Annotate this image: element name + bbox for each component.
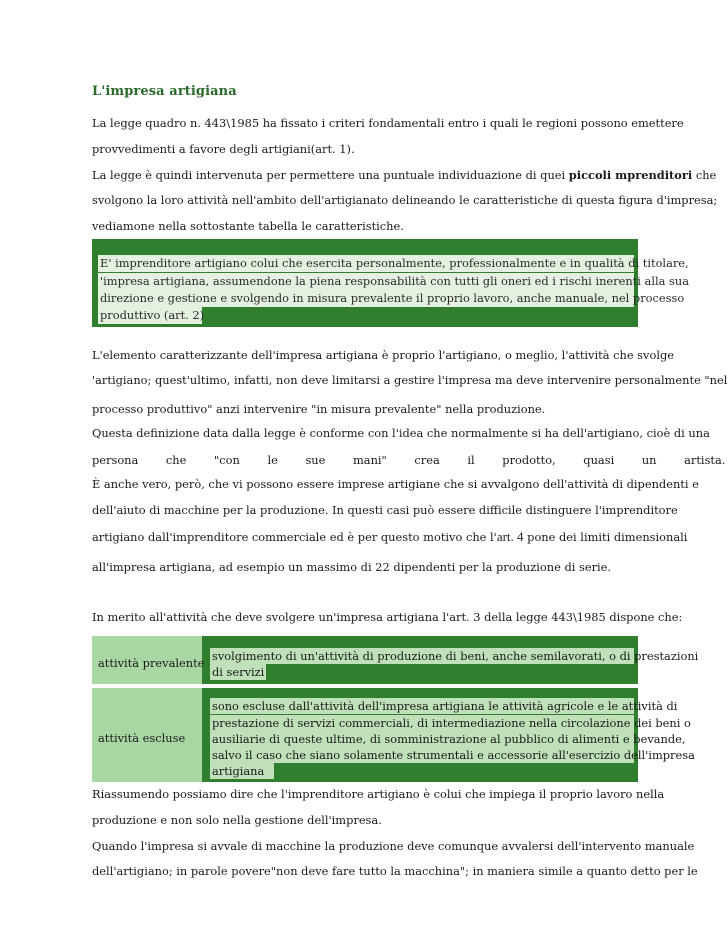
table-row-escluse bbox=[92, 688, 695, 782]
para5-line1: È anche vero, però, che vi possono essere imprese artigiane che si avvalgono dell'attività di dipendenti e bbox=[92, 477, 699, 491]
table-cell-line: ausiliarie di queste ultime, di somministrazione al pubblico di alimenti e bevande, bbox=[212, 732, 686, 746]
para3-line2: 'artigiano; quest'ultimo, infatti, non deve limitarsi a gestire l'impresa ma deve intervenire personalmente "nel bbox=[92, 373, 728, 387]
para5-line2: dell'aiuto di macchine per la produzione. In questi casi può essere difficile distinguere l'imprenditore bbox=[92, 503, 678, 517]
document-title: L'impresa artigiana bbox=[92, 84, 237, 99]
para5-line4: all'impresa artigiana, ad esempio un massimo di 22 dipendenti per la produzione di serie. bbox=[92, 560, 612, 574]
para5-line3 bbox=[92, 529, 688, 544]
definition-line: E' imprenditore artigiano colui che esercita personalmente, professionalmente e in qualità di titolare, bbox=[100, 256, 689, 270]
table-cell-line: prestazione di servizi commerciali, di intermediazione nella circolazione dei beni o bbox=[212, 716, 691, 730]
para7-line2: produzione e non solo nella gestione dell'impresa. bbox=[92, 813, 382, 827]
para3-line1: L'elemento caratterizzante dell'impresa artigiana è proprio l'artigiano, o meglio, l'attività che svolge bbox=[92, 348, 674, 362]
table-cell-line: svolgimento di un'attività di produzione di beni, anche semilavorati, o di prestazioni bbox=[212, 649, 699, 663]
definition-line: 'impresa artigiana, assumendone la piena responsabilità con tutti gli oneri ed i rischi inerenti alla sua bbox=[100, 274, 689, 288]
table-cell-line: sono escluse dall'attività dell'impresa artigiana le attività agricole e le attività di bbox=[212, 699, 678, 713]
para6-line: In merito all'attività che deve svolgere un'impresa artigiana l'art. 3 della legge 443\1985 dispone che: bbox=[92, 610, 683, 624]
para2-line2: svolgono la loro attività nell'ambito dell'artigianato delineando le caratteristiche di questa figura d'impresa; bbox=[92, 193, 718, 207]
para5-line3-end: pone dei limiti dimensionali bbox=[523, 530, 688, 544]
table-cell-line: di servizi bbox=[212, 665, 265, 679]
table-cell-line: artigiana bbox=[210, 763, 274, 779]
para2-line1-text: La legge è quindi intervenuta per permettere una puntuale individuazione di quei bbox=[92, 168, 569, 182]
para1-line2: provvedimenti a favore degli artigiani(art. 1). bbox=[92, 142, 355, 156]
para7-line1: Riassumendo possiamo dire che l'imprenditore artigiano è colui che impiega il proprio lavoro nella bbox=[92, 787, 665, 801]
para4-line2: persona che "con le sue mani" crea il prodotto, quasi un artista. bbox=[92, 453, 726, 467]
table-content-cell bbox=[206, 636, 699, 684]
table-header-cell bbox=[92, 636, 205, 684]
table-cell-line: salvo il caso che siano solamente strumentali e accessorie all'esercizio dell'impresa bbox=[212, 748, 695, 762]
art4-reference: art. 4 bbox=[496, 529, 524, 544]
para2-line3: vediamone nella sottostante tabella le caratteristiche. bbox=[92, 219, 404, 233]
para2-line1-end: che bbox=[692, 168, 717, 182]
definition-box bbox=[92, 239, 689, 327]
table-header-cell bbox=[92, 688, 202, 782]
para3-line3: processo produttivo" anzi intervenire "in misura prevalente" nella produzione. bbox=[92, 402, 546, 416]
table-row-prevalente bbox=[92, 636, 699, 684]
para2-line1 bbox=[92, 168, 717, 182]
bold-term: piccoli mprenditori bbox=[568, 168, 693, 182]
table-content-cell bbox=[206, 688, 695, 782]
para4-line1: Questa definizione data dalla legge è conforme con l'idea che normalmente si ha dell'artigiano, cioè di una bbox=[92, 426, 710, 440]
para8-line1: Quando l'impresa si avvale di macchine la produzione deve comunque avvalersi dell'intervento manuale bbox=[92, 839, 695, 853]
definition-line: produttivo (art. 2) bbox=[100, 308, 205, 322]
para8-line2: dell'artigiano; in parole povere"non deve fare tutto la macchina"; in maniera simile a quanto detto per le bbox=[92, 864, 698, 878]
para5-line3-text: artigiano dall'imprenditore commerciale ed è per questo motivo che l' bbox=[92, 530, 497, 544]
table-label: attività prevalente bbox=[98, 656, 205, 670]
para1-line1: La legge quadro n. 443\1985 ha fissato i criteri fondamentali entro i quali le regioni possono emettere bbox=[92, 116, 684, 130]
table-label: attività escluse bbox=[98, 731, 186, 745]
definition-line: direzione e gestione e svolgendo in misura prevalente il proprio lavoro, anche manuale, nel processo bbox=[100, 291, 685, 305]
